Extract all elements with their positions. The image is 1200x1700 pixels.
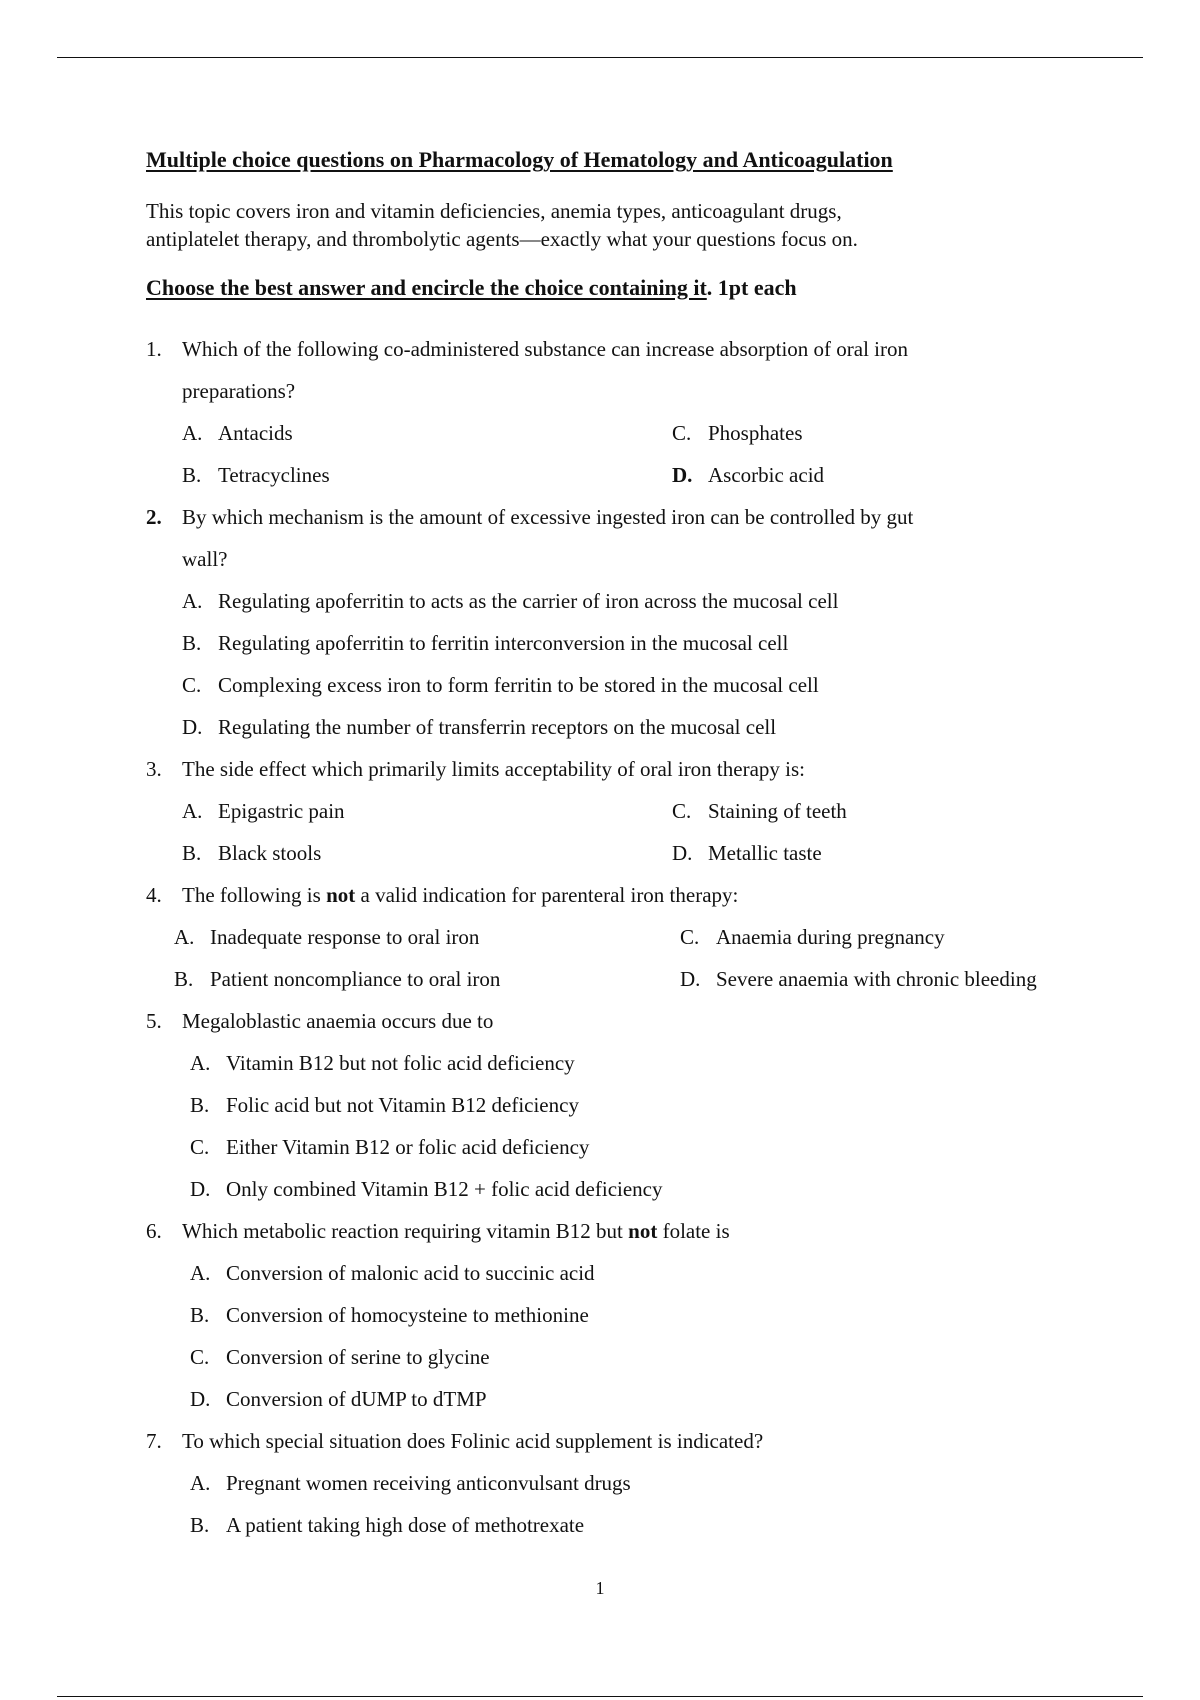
option-text: Regulating the number of transferrin receptors on the mucosal cell — [218, 715, 777, 739]
option-letter: A. — [190, 1051, 211, 1075]
option-b[interactable] — [182, 454, 672, 496]
page-number: 1 — [595, 1578, 605, 1598]
option-b[interactable] — [190, 1504, 1096, 1546]
instruction-underlined: Choose the best answer and encircle the choice containing it — [146, 275, 707, 300]
option-a[interactable] — [190, 1462, 1096, 1504]
question-5 — [146, 1000, 1096, 1210]
option-letter: C. — [182, 673, 202, 697]
option-c[interactable] — [680, 916, 1096, 958]
option-letter: A. — [182, 589, 203, 613]
question-number: 3. — [146, 757, 162, 781]
option-letter: A. — [190, 1261, 211, 1285]
option-c[interactable] — [672, 790, 1096, 832]
question-7 — [146, 1420, 1096, 1546]
instruction — [146, 273, 1096, 303]
question-number: 5. — [146, 1009, 162, 1033]
option-letter: D. — [680, 967, 701, 991]
question-stem — [146, 1210, 1096, 1252]
option-text: Antacids — [218, 421, 293, 445]
question-text — [182, 874, 1096, 916]
question-number: 6. — [146, 1219, 162, 1243]
option-a[interactable] — [190, 1252, 1096, 1294]
option-letter: B. — [182, 631, 202, 655]
instruction-points: . 1pt each — [706, 275, 797, 300]
option-d[interactable] — [672, 832, 1096, 874]
option-b[interactable] — [182, 832, 672, 874]
answer-options — [146, 916, 1096, 1000]
option-a[interactable] — [182, 412, 672, 454]
option-text: Anaemia during pregnancy — [716, 925, 945, 949]
option-letter: B. — [190, 1513, 210, 1537]
option-text: Ascorbic acid — [708, 463, 825, 487]
option-letter: A. — [182, 421, 203, 445]
option-text: Folic acid but not Vitamin B12 deficiency — [226, 1093, 579, 1117]
option-letter: C. — [672, 421, 692, 445]
question-text: Which of the following co-administered substance can increase absorption of oral iron — [182, 337, 909, 361]
option-letter: D. — [672, 841, 693, 865]
option-text: Conversion of serine to glycine — [226, 1345, 490, 1369]
option-text: Pregnant women receiving anticonvulsant drugs — [226, 1471, 631, 1495]
option-letter: D. — [190, 1177, 211, 1201]
option-d[interactable] — [672, 454, 1096, 496]
question-1 — [146, 328, 1096, 496]
option-letter: C. — [190, 1345, 210, 1369]
stem-part: Which metabolic reaction requiring vitamin B12 but — [182, 1219, 629, 1243]
question-text: preparations? — [182, 379, 296, 403]
option-a[interactable] — [182, 790, 672, 832]
question-stem — [146, 496, 1096, 580]
question-number: 2. — [146, 505, 162, 529]
option-text: A patient taking high dose of methotrexate — [226, 1513, 585, 1537]
footer-rule — [57, 1696, 1143, 1697]
option-text: Regulating apoferritin to ferritin interconversion in the mucosal cell — [218, 631, 789, 655]
question-text: The side effect which primarily limits acceptability of oral iron therapy is: — [182, 757, 805, 781]
answer-options — [146, 1042, 1096, 1210]
question-text: By which mechanism is the amount of excessive ingested iron can be controlled by gut — [182, 505, 914, 529]
question-text — [182, 1210, 1096, 1252]
option-c[interactable] — [672, 412, 1096, 454]
option-text: Metallic taste — [708, 841, 822, 865]
document-page — [146, 145, 1096, 1546]
option-text: Regulating apoferritin to acts as the carrier of iron across the mucosal cell — [218, 589, 839, 613]
stem-emphasis: not — [326, 883, 356, 907]
question-stem — [146, 328, 1096, 412]
answer-options — [146, 412, 1096, 496]
option-text: Vitamin B12 but not folic acid deficiency — [226, 1051, 575, 1075]
question-4 — [146, 874, 1096, 1000]
option-c[interactable] — [190, 1336, 1096, 1378]
option-letter: B. — [190, 1093, 210, 1117]
intro-line: antiplatelet therapy, and thrombolytic agents—exactly what your questions focus on. — [146, 227, 858, 251]
intro-paragraph — [146, 197, 1096, 253]
answer-options — [146, 580, 1096, 748]
option-text: Severe anaemia with chronic bleeding — [716, 967, 1037, 991]
option-a[interactable] — [182, 580, 1096, 622]
option-letter: D. — [672, 463, 693, 487]
option-d[interactable] — [680, 958, 1096, 1000]
option-a[interactable] — [174, 916, 680, 958]
option-letter: C. — [672, 799, 692, 823]
option-text: Epigastric pain — [218, 799, 345, 823]
option-c[interactable] — [190, 1126, 1096, 1168]
option-letter: B. — [182, 841, 202, 865]
question-stem — [146, 1420, 1096, 1462]
option-text: Only combined Vitamin B12 + folic acid deficiency — [226, 1177, 663, 1201]
option-a[interactable] — [190, 1042, 1096, 1084]
option-text: Patient noncompliance to oral iron — [210, 967, 501, 991]
option-text: Conversion of malonic acid to succinic acid — [226, 1261, 595, 1285]
option-letter: A. — [182, 799, 203, 823]
stem-part: folate is — [657, 1219, 730, 1243]
option-d[interactable] — [182, 706, 1096, 748]
question-number: 7. — [146, 1429, 162, 1453]
option-b[interactable] — [190, 1084, 1096, 1126]
option-b[interactable] — [190, 1294, 1096, 1336]
option-b[interactable] — [174, 958, 680, 1000]
option-letter: D. — [182, 715, 203, 739]
option-text: Tetracyclines — [218, 463, 330, 487]
question-2 — [146, 496, 1096, 748]
option-letter: A. — [174, 925, 195, 949]
option-letter: B. — [190, 1303, 210, 1327]
question-text: Megaloblastic anaemia occurs due to — [182, 1009, 494, 1033]
answer-options — [146, 1462, 1096, 1546]
option-letter: C. — [680, 925, 700, 949]
option-text: Conversion of dUMP to dTMP — [226, 1387, 487, 1411]
question-number: 1. — [146, 337, 162, 361]
question-text: wall? — [182, 547, 228, 571]
question-stem — [146, 874, 1096, 916]
question-3 — [146, 748, 1096, 874]
option-b[interactable] — [182, 622, 1096, 664]
header-rule — [57, 57, 1143, 58]
stem-part: The following is — [182, 883, 327, 907]
stem-part: a valid indication for parenteral iron therapy: — [355, 883, 739, 907]
option-letter: D. — [190, 1387, 211, 1411]
intro-line: This topic covers iron and vitamin deficiencies, anemia types, anticoagulant drugs, — [146, 199, 842, 223]
option-c[interactable] — [182, 664, 1096, 706]
option-letter: C. — [190, 1135, 210, 1159]
document-title: Multiple choice questions on Pharmacology of Hematology and Anticoagulation — [146, 147, 893, 172]
question-stem — [146, 1000, 1096, 1042]
option-text: Conversion of homocysteine to methionine — [226, 1303, 589, 1327]
answer-options — [146, 790, 1096, 874]
question-stem — [146, 748, 1096, 790]
option-text: Phosphates — [708, 421, 803, 445]
question-text: To which special situation does Folinic acid supplement is indicated? — [182, 1429, 764, 1453]
option-letter: B. — [174, 967, 194, 991]
option-text: Complexing excess iron to form ferritin to be stored in the mucosal cell — [218, 673, 819, 697]
option-d[interactable] — [190, 1378, 1096, 1420]
option-d[interactable] — [190, 1168, 1096, 1210]
question-6 — [146, 1210, 1096, 1420]
option-text: Inadequate response to oral iron — [210, 925, 480, 949]
answer-options — [146, 1252, 1096, 1420]
stem-emphasis: not — [628, 1219, 658, 1243]
option-letter: B. — [182, 463, 202, 487]
option-text: Either Vitamin B12 or folic acid deficiency — [226, 1135, 590, 1159]
option-text: Staining of teeth — [708, 799, 847, 823]
option-letter: A. — [190, 1471, 211, 1495]
question-number: 4. — [146, 883, 162, 907]
option-text: Black stools — [218, 841, 322, 865]
